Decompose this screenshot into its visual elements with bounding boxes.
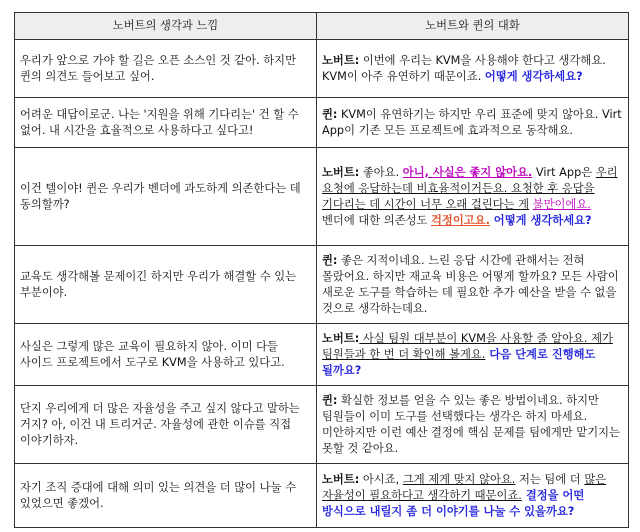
table-row — [15, 246, 629, 324]
speaker-label: 퀸: — [322, 107, 338, 121]
table-row — [15, 98, 629, 148]
thought-cell: 사실은 그렇게 많은 교육이 필요하지 않아. 이미 다들 사이드 프로젝트에서 도구로 KVM을 사용하고 있다고. — [15, 324, 317, 386]
dialogue-text: 좋아요. — [359, 165, 403, 179]
dialogue-cell — [317, 464, 629, 528]
dialogue-text: KVM이 유연하기는 하지만 우리 표준에 맞지 않아요. Virt App이 기존 모든 프로젝트에 효과적으로 동작해요. — [322, 107, 622, 137]
table-row — [15, 148, 629, 246]
dialogue-cell — [317, 98, 629, 148]
thought-cell: 어려운 대답이로군. 나는 '지원을 위해 기다리는' 건 할 수 없어. 내 시간을 효율적으로 사용하다고 싶다고! — [15, 98, 317, 148]
header-row — [15, 13, 629, 40]
speaker-label: 퀸: — [322, 253, 338, 267]
dialogue-text: Virt App은 — [532, 165, 596, 179]
speaker-label: 노버트: — [322, 165, 360, 179]
dialogue-text: 이번에 우리는 KVM을 사용해야 한다고 생각해요. KVM이 아주 유연하기 때문이죠. — [322, 53, 606, 83]
feeling-text: 불만이에요. — [532, 197, 591, 211]
thought-cell: 이건 텔이야! 퀸은 우리가 벤더에 과도하게 의존한다는 데 동의할까? — [15, 148, 317, 246]
concern-text: 걱정이고요. — [431, 213, 490, 227]
fact-text: 사실 팀원 대부분이 KVM을 사용할 줄 알아요. 제가 팀원들과 한 번 더 확인해 볼게요. — [322, 331, 613, 361]
speaker-label: 퀸: — [322, 393, 338, 407]
dialogue-text: 저는 팀에 더 — [515, 472, 585, 486]
question-text: 어떻게 생각하세요? — [489, 213, 592, 227]
thought-cell: 자기 조직 증대에 대해 의미 있는 의견을 더 많이 나눌 수 있었으면 좋겠어. — [15, 464, 317, 528]
question-text: 어떻게 생각하세요? — [484, 69, 583, 83]
dialogue-cell — [317, 246, 629, 324]
dialogue-cell — [317, 148, 629, 246]
table-row — [15, 386, 629, 464]
dialogue-cell — [317, 386, 629, 464]
table-row — [15, 40, 629, 98]
dialogue-text: 아시죠, — [359, 472, 403, 486]
header-thoughts: 노버트의 생각과 느낌 — [15, 13, 317, 40]
acknowledgement-text: 아니, 사실은 좋지 않아요. — [402, 165, 533, 179]
speaker-label: 노버트: — [322, 472, 360, 486]
question-text: 결정을 어떤 방식으로 내릴지 좀 더 이야기를 나눌 수 있을까요? — [322, 488, 585, 518]
thought-cell: 단지 우리에게 더 많은 자율성을 주고 싶지 않다고 말하는 거지? 아, 이건 내 트리거군. 자율성에 관한 이슈를 직접 이야기하자. — [15, 386, 317, 464]
fact-text: 그게 제게 맞지 않아요. — [402, 472, 516, 486]
dialogue-text: 좋은 지적이네요. 느린 응답 시간에 관해서는 전혀 몰랐어요. 하지만 재교육 비용은 어떻게 할까요? 모든 사람이 새로운 도구를 학습하는 데 필요한 추가 예산을 받을 수 없을 것으로 생각하는데요. — [322, 253, 619, 315]
dialogue-cell — [317, 40, 629, 98]
dialogue-cell — [317, 324, 629, 386]
table-row — [15, 464, 629, 528]
thought-cell: 교육도 생각해볼 문제이긴 하지만 우리가 해결할 수 있는 부분이야. — [15, 246, 317, 324]
speaker-label: 노버트: — [322, 331, 360, 345]
question-text: 다음 단계로 진행해도 될까요? — [322, 347, 596, 377]
speaker-label: 노버트: — [322, 53, 360, 67]
need-text: 많은 자율성이 필요하다고 생각하기 때문이죠. — [322, 472, 607, 502]
table-row — [15, 324, 629, 386]
conversation-table — [14, 12, 629, 528]
thought-cell: 우리가 앞으로 가야 할 길은 오픈 소스인 것 같아. 하지만 퀸의 의견도 들어보고 싶어. — [15, 40, 317, 98]
header-dialogue: 노버트와 퀸의 대화 — [317, 13, 629, 40]
dialogue-text: 벤더에 대한 의존성도 — [322, 213, 431, 227]
fact-text: 우리 요청에 응답하는데 비효율적이거든요. 요청한 후 응답을 기다리는 데 시간이 너무 오래 걸린다는 게 — [322, 165, 618, 211]
dialogue-text: 확실한 정보를 얻을 수 있는 좋은 방법이네요. 하지만 팀원들이 이미 도구를 선택했다는 생각은 하지 마세요. 미안하지만 이런 예산 결정에 핵심 문제를 팀에게만 맡기지는 못할 것 같아요. — [322, 393, 620, 455]
